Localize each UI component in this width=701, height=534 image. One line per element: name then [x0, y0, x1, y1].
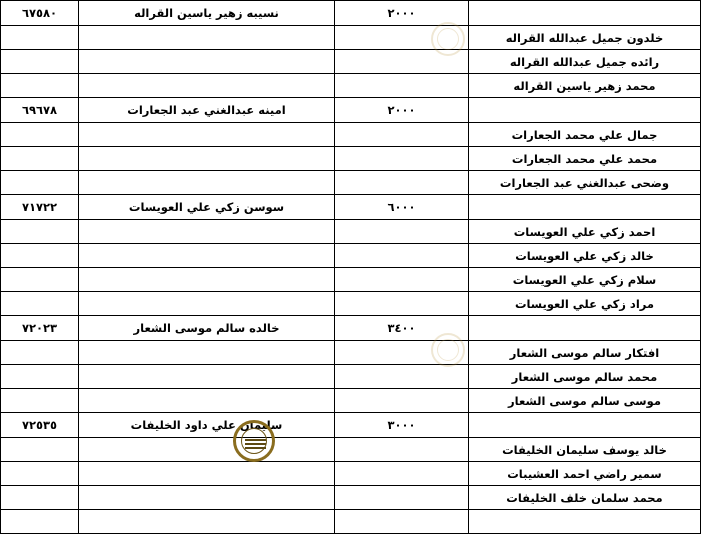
- cell-names: محمد سالم موسى الشعار: [469, 365, 701, 389]
- cell-names: [469, 195, 701, 220]
- cell-number: [1, 341, 79, 365]
- cell-main-name: [79, 341, 335, 365]
- cell-amount: [335, 486, 469, 510]
- cell-names: [469, 316, 701, 341]
- cell-number: [1, 292, 79, 316]
- cell-main-name: [79, 438, 335, 462]
- cell-amount: [335, 171, 469, 195]
- cell-amount: [335, 123, 469, 147]
- cell-names: سلام زكي علي العويسات: [469, 268, 701, 292]
- table-row: [1, 316, 701, 341]
- table-row: [1, 413, 701, 438]
- cell-names: محمد علي محمد الجعارات: [469, 147, 701, 171]
- cell-amount: [335, 292, 469, 316]
- cell-main-name: [79, 486, 335, 510]
- cell-number: [1, 220, 79, 244]
- cell-number: [1, 389, 79, 413]
- cell-number: [1, 486, 79, 510]
- table-row: [1, 510, 701, 534]
- cell-names: وضحى عبدالغني عبد الجعارات: [469, 171, 701, 195]
- cell-number: [1, 244, 79, 268]
- cell-names: محمد زهير ياسين القراله: [469, 74, 701, 98]
- cell-amount: ٢٠٠٠: [335, 98, 469, 123]
- table-row: [1, 123, 701, 147]
- cell-main-name: [79, 26, 335, 50]
- cell-number: ٦٩٦٧٨: [1, 98, 79, 123]
- cell-amount: [335, 74, 469, 98]
- cell-names: خالد يوسف سليمان الخليفات: [469, 438, 701, 462]
- table-row: [1, 389, 701, 413]
- cell-number: [1, 365, 79, 389]
- cell-amount: [335, 26, 469, 50]
- cell-number: [1, 462, 79, 486]
- table-row: [1, 1, 701, 26]
- cell-names: [469, 413, 701, 438]
- table-row: [1, 147, 701, 171]
- cell-main-name: [79, 220, 335, 244]
- cell-main-name: امينه عبدالغني عبد الجعارات: [79, 98, 335, 123]
- table-row: [1, 462, 701, 486]
- cell-main-name: [79, 50, 335, 74]
- table-row: [1, 171, 701, 195]
- table-row: [1, 365, 701, 389]
- cell-main-name: [79, 268, 335, 292]
- cell-amount: ٢٠٠٠: [335, 1, 469, 26]
- cell-main-name: [79, 244, 335, 268]
- table-row: [1, 292, 701, 316]
- document-page: [1, 0, 701, 505]
- cell-amount: [335, 510, 469, 534]
- cell-names: [469, 1, 701, 26]
- cell-main-name: خالده سالم موسى الشعار: [79, 316, 335, 341]
- table-row: [1, 268, 701, 292]
- cell-number: [1, 510, 79, 534]
- cell-amount: [335, 268, 469, 292]
- cell-amount: [335, 220, 469, 244]
- cell-number: [1, 268, 79, 292]
- cell-number: [1, 26, 79, 50]
- cell-names: محمد سلمان خلف الخليفات: [469, 486, 701, 510]
- cell-names: مراد زكي علي العويسات: [469, 292, 701, 316]
- cell-number: [1, 171, 79, 195]
- table-row: [1, 438, 701, 462]
- cell-number: ٧٢٥٣٥: [1, 413, 79, 438]
- cell-main-name: [79, 389, 335, 413]
- cell-amount: [335, 389, 469, 413]
- cell-amount: [335, 462, 469, 486]
- cell-number: [1, 438, 79, 462]
- cell-main-name: سوسن زكي علي العويسات: [79, 195, 335, 220]
- table-row: [1, 50, 701, 74]
- cell-names: سمير راضي احمد العشيبات: [469, 462, 701, 486]
- cell-main-name: [79, 171, 335, 195]
- cell-main-name: [79, 74, 335, 98]
- cell-amount: [335, 147, 469, 171]
- cell-main-name: نسيبه زهير ياسين القراله: [79, 1, 335, 26]
- cell-names: [469, 510, 701, 534]
- table-body: [1, 1, 701, 534]
- cell-names: خلدون جميل عبدالله القراله: [469, 26, 701, 50]
- table-row: [1, 341, 701, 365]
- table-row: [1, 26, 701, 50]
- table-row: [1, 486, 701, 510]
- table-row: [1, 195, 701, 220]
- cell-number: [1, 147, 79, 171]
- cell-amount: [335, 365, 469, 389]
- cell-main-name: [79, 510, 335, 534]
- cell-amount: [335, 50, 469, 74]
- table-row: [1, 74, 701, 98]
- cell-number: ٧١٧٢٢: [1, 195, 79, 220]
- cell-names: احمد زكي علي العويسات: [469, 220, 701, 244]
- cell-amount: [335, 244, 469, 268]
- cell-main-name: سليمان علي داود الخليفات: [79, 413, 335, 438]
- cell-names: رائده جميل عبدالله القراله: [469, 50, 701, 74]
- cell-names: خالد زكي علي العويسات: [469, 244, 701, 268]
- cell-amount: ٣٤٠٠: [335, 316, 469, 341]
- cell-amount: [335, 341, 469, 365]
- table-row: [1, 220, 701, 244]
- cell-names: موسى سالم موسى الشعار: [469, 389, 701, 413]
- table-row: [1, 98, 701, 123]
- cell-main-name: [79, 365, 335, 389]
- cell-names: افتكار سالم موسى الشعار: [469, 341, 701, 365]
- cell-amount: [335, 438, 469, 462]
- cell-main-name: [79, 462, 335, 486]
- cell-names: [469, 98, 701, 123]
- cell-names: جمال علي محمد الجعارات: [469, 123, 701, 147]
- cell-main-name: [79, 292, 335, 316]
- cell-amount: ٣٠٠٠: [335, 413, 469, 438]
- cell-number: ٧٢٠٢٣: [1, 316, 79, 341]
- cell-number: [1, 74, 79, 98]
- table-row: [1, 244, 701, 268]
- cell-main-name: [79, 123, 335, 147]
- cell-number: ٦٧٥٨٠: [1, 1, 79, 26]
- cell-number: [1, 50, 79, 74]
- cell-number: [1, 123, 79, 147]
- cell-main-name: [79, 147, 335, 171]
- cell-amount: ٦٠٠٠: [335, 195, 469, 220]
